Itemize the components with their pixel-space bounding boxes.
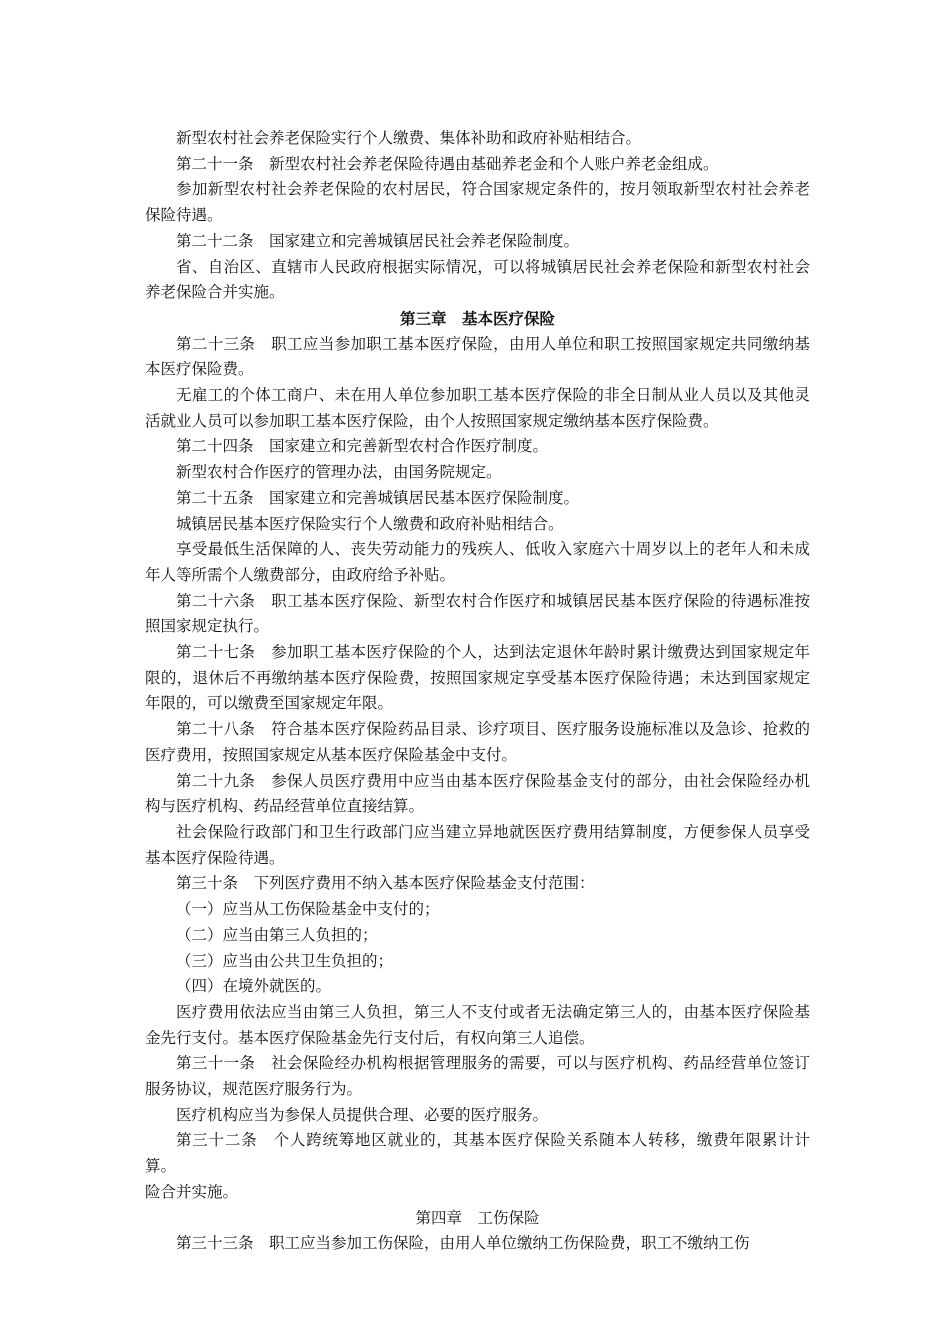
paragraph: 社会保险行政部门和卫生行政部门应当建立异地就医医疗费用结算制度，方便参保人员享受基本医疗保险待遇。 xyxy=(145,822,810,867)
chapter-3-heading: 第三章 基本医疗保险 xyxy=(399,308,555,328)
document-page xyxy=(145,126,810,1257)
paragraph: 享受最低生活保障的人、丧失劳动能力的残疾人、低收入家庭六十周岁以上的老年人和未成年人等所需个人缴费部分，由政府给予补贴。 xyxy=(145,540,810,584)
article-28: 第二十八条 符合基本医疗保险药品目录、诊疗项目、医疗服务设施标准以及急诊、抢救的医疗费用，按照国家规定从基本医疗保险基金中支付。 xyxy=(145,720,810,764)
article-29: 第二十九条 参保人员医疗费用中应当由基本医疗保险基金支付的部分，由社会保险经办机构与医疗机构、药品经营单位直接结算。 xyxy=(145,771,810,816)
paragraph: 医疗费用依法应当由第三人负担，第三人不支付或者无法确定第三人的，由基本医疗保险基金先行支付。基本医疗保险基金先行支付后，有权向第三人追偿。 xyxy=(145,1002,810,1047)
list-item: （二）应当由第三人负担的； xyxy=(176,925,378,944)
paragraph: 省、自治区、直辖市人民政府根据实际情况，可以将城镇居民社会养老保险和新型农村社会养老保险合并实施。 xyxy=(145,257,810,302)
article-31: 第三十一条 社会保险经办机构根据管理服务的需要，可以与医疗机构、药品经营单位签订服务协议，规范医疗服务行为。 xyxy=(145,1054,810,1099)
paragraph: 新型农村合作医疗的管理办法，由国务院规定。 xyxy=(176,463,502,482)
paragraph: 医疗机构应当为参保人员提供合理、必要的医疗服务。 xyxy=(176,1105,549,1124)
paragraph: 城镇居民基本医疗保险实行个人缴费和政府补贴相结合。 xyxy=(176,514,564,533)
article-26: 第二十六条 职工基本医疗保险、新型农村合作医疗和城镇居民基本医疗保险的待遇标准按照国家规定执行。 xyxy=(145,591,810,636)
article-22: 第二十二条 国家建立和完善城镇居民社会养老保险制度。 xyxy=(176,231,580,250)
paragraph: 参加新型农村社会养老保险的农村居民，符合国家规定条件的，按月领取新型农村社会养老保险待遇。 xyxy=(145,180,810,225)
list-item: （四）在境外就医的。 xyxy=(176,977,332,996)
article-33: 第三十三条 职工应当参加工伤保险，由用人单位缴纳工伤保险费，职工不缴纳工伤 xyxy=(176,1234,750,1253)
article-23: 第二十三条 职工应当参加职工基本医疗保险，由用人单位和职工按照国家规定共同缴纳基本医疗保险费。 xyxy=(145,334,810,379)
article-30: 第三十条 下列医疗费用不纳入基本医疗保险基金支付范围： xyxy=(176,874,595,893)
article-32: 第三十二条 个人跨统筹地区就业的，其基本医疗保险关系随本人转移，缴费年限累计计算。 xyxy=(145,1131,810,1176)
article-27: 第二十七条 参加职工基本医疗保险的个人，达到法定退休年龄时累计缴费达到国家规定年限的，退休后不再缴纳基本医疗保险费，按照国家规定享受基本医疗保险待遇；未达到国家规定年限的，可以缴费至国家规定年限。 xyxy=(145,643,810,713)
article-24: 第二十四条 国家建立和完善新型农村合作医疗制度。 xyxy=(176,437,549,456)
paragraph: 新型农村社会养老保险实行个人缴费、集体补助和政府补贴相结合。 xyxy=(176,129,642,147)
paragraph: 无雇工的个体工商户、未在用人单位参加职工基本医疗保险的非全日制从业人员以及其他灵活就业人员可以参加职工基本医疗保险，由个人按照国家规定缴纳基本医疗保险费。 xyxy=(145,386,810,430)
article-25: 第二十五条 国家建立和完善城镇居民基本医疗保险制度。 xyxy=(176,488,580,507)
stray-line: 险合并实施。 xyxy=(145,1182,239,1201)
list-item: （三）应当由公共卫生负担的； xyxy=(176,951,394,970)
article-21: 第二十一条 新型农村社会养老保险待遇由基础养老金和个人账户养老金组成。 xyxy=(176,154,719,173)
chapter-4-heading: 第四章 工伤保险 xyxy=(415,1208,540,1227)
list-item: （一）应当从工伤保险基金中支付的； xyxy=(176,900,440,919)
